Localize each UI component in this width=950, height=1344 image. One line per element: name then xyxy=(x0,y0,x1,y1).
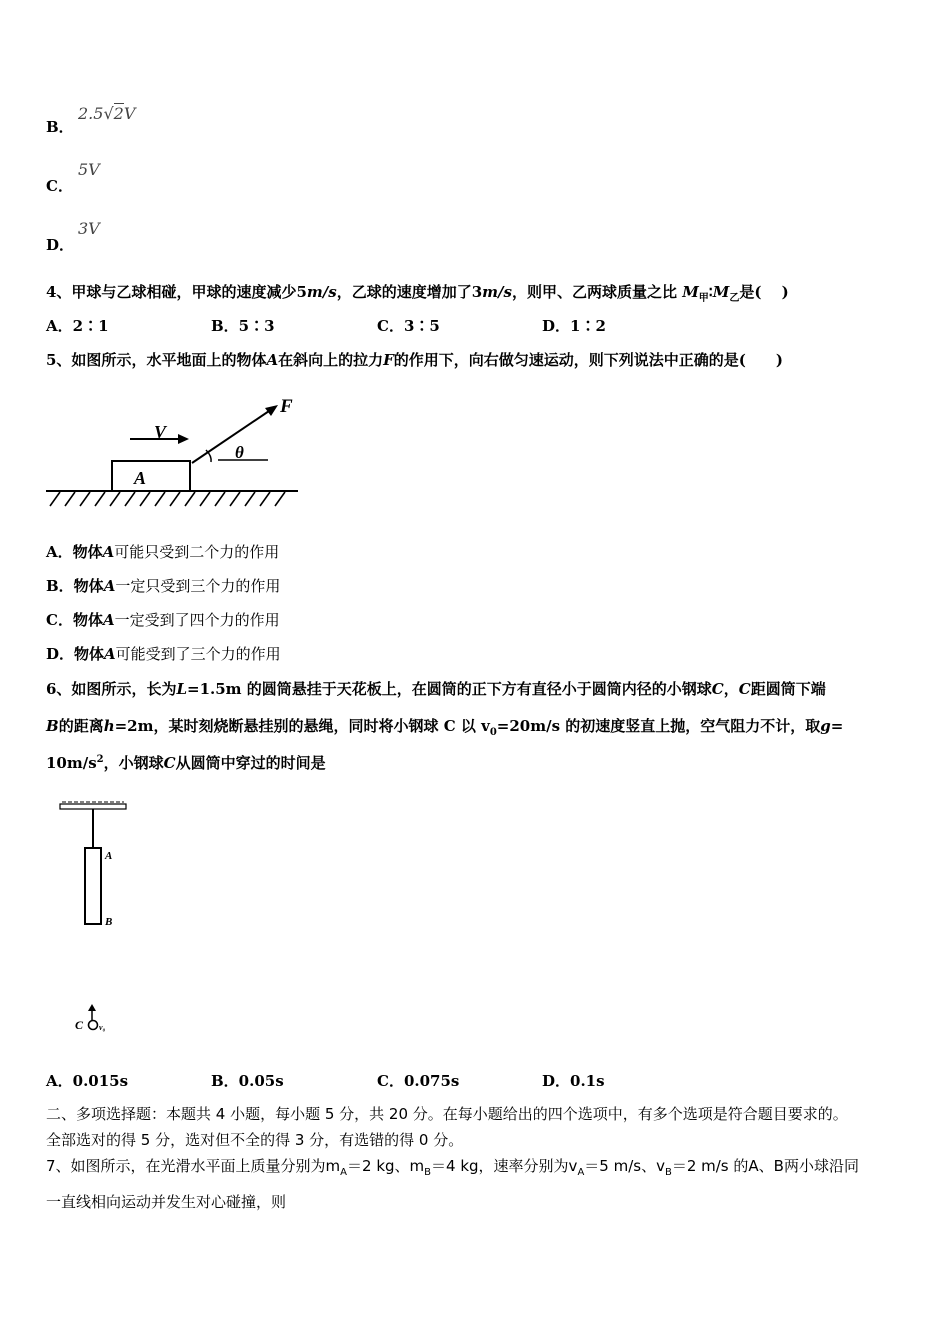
angle-label: θ xyxy=(235,443,244,462)
q7-stem-part: ＝4 kg，速率分别为v xyxy=(431,1157,578,1175)
q3-option-d-label: D． xyxy=(46,236,75,254)
q4-value: 5 xyxy=(296,283,307,301)
q3-option-b-radicand: 2 xyxy=(113,104,124,123)
q4-unit: m/s xyxy=(482,283,512,301)
q3-option-b-unit: V xyxy=(123,104,136,123)
q5-stem-part: 5、如图所示，水平地面上的物体 xyxy=(46,351,267,369)
q6-stem-part: 10m/s xyxy=(46,754,97,772)
label-v0: v₀ xyxy=(99,1023,106,1032)
force-label: F xyxy=(280,396,293,417)
section2-instructions-line1: 二、多项选择题：本题共 4 小题，每小题 5 分，共 20 分。在每小题给出的四个选项中，有多个选项是符合题目要求的。 xyxy=(46,1105,848,1123)
q4-mass-subscript: 乙 xyxy=(729,293,740,304)
q6-var: C xyxy=(711,680,724,698)
q5-option xyxy=(46,609,280,630)
q5-option-post: 一定受到了四个力的作用 xyxy=(114,611,280,629)
q6-stem-part: 从圆筒中穿过的时间是 xyxy=(175,754,326,772)
q6-stem-part: 6、如图所示，长为 xyxy=(46,680,177,698)
q4-stem-part: ，乙球的速度增加了 xyxy=(336,283,472,301)
q5-option-var: A xyxy=(104,645,116,663)
block-label: A xyxy=(134,468,147,488)
ground-hatching xyxy=(50,492,285,506)
q6-figure xyxy=(56,796,136,1036)
q6-var: C xyxy=(738,680,751,698)
q5-option xyxy=(46,643,281,664)
q6-stem-part: = xyxy=(830,717,844,735)
q5-option xyxy=(46,575,280,596)
q6-stem-part: 的距离 xyxy=(58,717,104,735)
q4-option: D．1∶2 xyxy=(542,317,606,335)
q7-stem-part: ＝5 m/s、v xyxy=(584,1157,665,1175)
q5-option-var: A xyxy=(102,543,115,561)
q4-stem-part: ，则甲、乙两球质量之比 xyxy=(511,283,677,301)
q6-stem-line1 xyxy=(46,678,826,699)
q6-option: D．0.1s xyxy=(542,1072,605,1090)
q7-stem-part: ＝2 m/s 的A、B两小球沿同 xyxy=(671,1157,859,1175)
q5-option-post: 可能只受到二个力的作用 xyxy=(114,543,280,561)
force-arrowhead xyxy=(265,405,278,416)
q6-var: B xyxy=(46,717,59,735)
q5-option-pre: C．物体 xyxy=(46,611,103,629)
q3-option-b-label: B． xyxy=(46,118,74,136)
q5-var: A xyxy=(266,351,279,369)
q4-option: C．3∶5 xyxy=(377,317,440,335)
q5-option-var: A xyxy=(102,611,115,629)
section2-instructions-line2: 全部选对的得 5 分，选对但不全的得 3 分，有选错的得 0 分。 xyxy=(46,1131,464,1149)
q6-stem-part: ， xyxy=(723,680,739,698)
ceiling xyxy=(60,804,126,809)
q4-mass-subscript: 甲 xyxy=(698,293,709,304)
q7-stem-line2: 一直线相向运动并发生对心碰撞，则 xyxy=(46,1193,287,1211)
q4-option: A．2∶1 xyxy=(46,317,109,335)
q5-option-post: 可能受到了三个力的作用 xyxy=(115,645,281,663)
velocity-arrowhead xyxy=(178,434,189,444)
q5-option xyxy=(46,541,279,562)
cylinder xyxy=(85,848,101,924)
q4-stem-part: 4、甲球与乙球相碰，甲球的速度减少 xyxy=(46,283,297,301)
q4-value: 3 xyxy=(471,283,483,301)
q6-option: C．0.075s xyxy=(377,1072,460,1090)
q4-unit: m/s xyxy=(306,283,337,301)
q6-stem-part: =20m/s 的初速度竖直上抛，空气阻力不计，取 xyxy=(496,717,821,735)
q5-stem xyxy=(46,349,783,370)
q6-option: A．0.015s xyxy=(46,1072,129,1090)
velocity-label: V xyxy=(154,422,167,442)
q5-figure xyxy=(46,392,302,518)
q3-option-d-math: 3V xyxy=(78,219,100,238)
sqrt-symbol: √ xyxy=(103,104,114,123)
q6-var: L xyxy=(176,680,187,698)
q6-option: B．0.05s xyxy=(211,1072,284,1090)
q5-option-pre: D．物体 xyxy=(46,645,105,663)
q4-colon: ∶ xyxy=(708,283,713,301)
q5-option-post: 一定只受到三个力的作用 xyxy=(115,577,281,595)
q5-option-pre: B．物体 xyxy=(46,577,104,595)
v0-arrowhead xyxy=(88,1004,96,1011)
q6-stem-part: 距圆筒下端 xyxy=(750,680,826,698)
q5-stem-part: 的作用下，向右做匀速运动，则下列说法中正确的是( ) xyxy=(393,351,783,369)
q6-superscript: 2 xyxy=(96,754,104,765)
q6-subscript: 0 xyxy=(489,727,497,738)
q4-option: B．5∶3 xyxy=(211,317,275,335)
q3-option-b-coef: 2.5 xyxy=(78,104,104,123)
q3-option-b-math xyxy=(78,104,135,123)
steel-ball xyxy=(89,1021,98,1030)
q4-mass-symbol: M xyxy=(712,283,730,301)
q3-option-c-label: C． xyxy=(46,177,73,195)
q7-stem-line1 xyxy=(46,1155,859,1178)
q5-stem-part: 在斜向上的拉力 xyxy=(278,351,384,369)
q7-subscript: A xyxy=(340,1167,348,1178)
q6-stem-part: =2m，某时刻烧断悬挂别的悬绳，同时将小钢球 C 以 v xyxy=(114,717,490,735)
q5-var: F xyxy=(383,351,394,369)
q6-stem-line3 xyxy=(46,752,326,773)
q7-subscript: B xyxy=(664,1167,672,1178)
q7-stem-part: ＝2 kg、m xyxy=(347,1157,425,1175)
q6-var: h xyxy=(103,717,115,735)
q6-stem-part: =1.5m 的圆筒悬挂于天花板上，在圆筒的正下方有直径小于圆筒内径的小钢球 xyxy=(187,680,712,698)
q7-subscript: A xyxy=(577,1167,585,1178)
q7-stem-part: 7、如图所示，在光滑水平面上质量分别为m xyxy=(46,1157,341,1175)
label-c: C xyxy=(75,1018,84,1032)
q6-var: C xyxy=(163,754,176,772)
q7-subscript: B xyxy=(424,1167,432,1178)
label-a: A xyxy=(105,850,113,862)
block-a xyxy=(112,461,190,491)
q6-stem-line2 xyxy=(46,715,843,738)
q5-option-var: A xyxy=(103,577,116,595)
label-b: B xyxy=(105,916,113,928)
force-arrow xyxy=(192,409,272,463)
q5-option-pre: A．物体 xyxy=(46,543,103,561)
q3-option-c-math: 5V xyxy=(78,160,100,179)
q4-stem-part: 是( ) xyxy=(739,283,789,301)
q4-stem xyxy=(46,281,789,304)
q6-stem-part: ，小钢球 xyxy=(103,754,164,772)
q4-mass-symbol: M xyxy=(682,283,699,301)
q6-var: g xyxy=(820,717,831,735)
